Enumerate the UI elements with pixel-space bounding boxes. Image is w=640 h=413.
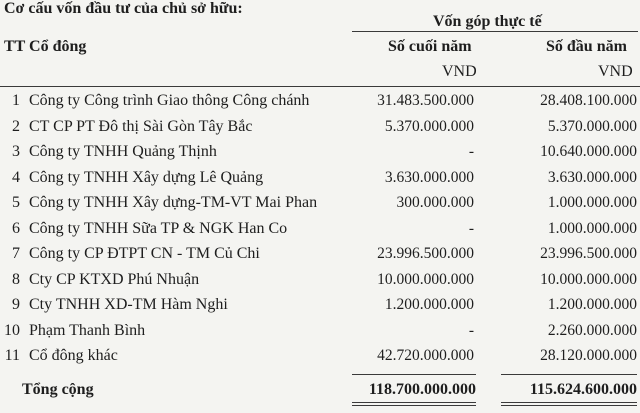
start-of-year-value: 10.000.000.000 [540, 271, 637, 288]
total-label: Tổng cộng [22, 381, 94, 398]
row-number: 11 [4, 347, 20, 364]
row-number: 7 [12, 245, 20, 262]
row-number: 5 [12, 194, 20, 211]
shareholder-name: Công ty TNHH Sữa TP & NGK Han Co [29, 220, 288, 237]
start-of-year-value: 5.370.000.000 [547, 118, 637, 135]
start-of-year-value: 28.408.100.000 [540, 92, 637, 109]
end-of-year-value: - [468, 220, 474, 237]
subtotal-rule-start [501, 374, 637, 375]
total-double-rule-start-2 [501, 405, 637, 406]
end-of-year-value: 23.996.500.000 [377, 245, 474, 262]
shareholder-name: Công ty TNHH Xây dựng-TM-VT Mai Phan [29, 194, 318, 211]
row-number: 9 [12, 296, 20, 313]
row-number: 4 [12, 169, 20, 186]
header-bottom-rule [0, 86, 640, 87]
column-header-end-of-year: Số cuối năm [388, 38, 472, 55]
end-of-year-value: 300.000.000 [396, 194, 474, 211]
end-of-year-value: 5.370.000.000 [384, 118, 474, 135]
section-title: Cơ cấu vốn đầu tư của chủ sở hữu: [4, 0, 243, 17]
start-of-year-value: 3.630.000.000 [547, 169, 637, 186]
shareholder-name: Công ty TNHH Quảng Thịnh [29, 143, 217, 160]
group-header-rule [352, 31, 638, 32]
row-number: 1 [12, 92, 20, 109]
start-of-year-value: 28.120.000.000 [540, 347, 637, 364]
row-number: 3 [12, 143, 20, 160]
unit-label-end: VND [442, 63, 477, 80]
total-double-rule-end-1 [352, 402, 476, 403]
start-of-year-value: 23.996.500.000 [540, 245, 637, 262]
end-of-year-value: 1.200.000.000 [384, 296, 474, 313]
total-double-rule-start-1 [501, 402, 637, 403]
row-number: 2 [12, 118, 20, 135]
column-header-tt-shareholder: TT Cổ đông [4, 38, 87, 55]
end-of-year-value: 3.630.000.000 [384, 169, 474, 186]
start-of-year-value: 10.640.000.000 [540, 143, 637, 160]
end-of-year-value: - [468, 322, 474, 339]
total-double-rule-end-2 [352, 405, 476, 406]
start-of-year-value: 1.200.000.000 [547, 296, 637, 313]
shareholder-name: CT CP PT Đô thị Sài Gòn Tây Bắc [29, 118, 253, 135]
end-of-year-value: - [468, 143, 474, 160]
unit-label-start: VND [598, 63, 633, 80]
row-number: 6 [12, 220, 20, 237]
shareholder-name: Phạm Thanh Bình [29, 322, 146, 339]
shareholder-name: Cổ đông khác [29, 347, 118, 364]
start-of-year-value: 2.260.000.000 [547, 322, 637, 339]
subtotal-rule-end [352, 374, 476, 375]
start-of-year-value: 1.000.000.000 [547, 194, 637, 211]
shareholder-name: Cty CP KTXD Phú Nhuận [29, 271, 200, 288]
shareholder-name: Công ty CP ĐTPT CN - TM Củ Chi [29, 245, 260, 262]
shareholder-name: Cty TNHH XD-TM Hàm Nghi [29, 296, 228, 313]
row-number: 10 [4, 322, 20, 339]
shareholder-name: Công ty Công trình Giao thông Công chánh [29, 92, 310, 109]
group-header-label: Vốn góp thực tế [433, 13, 542, 30]
end-of-year-value: 10.000.000.000 [377, 271, 474, 288]
start-of-year-value: 1.000.000.000 [547, 220, 637, 237]
total-end-value: 118.700.000.000 [368, 381, 476, 398]
column-header-start-of-year: Số đầu năm [546, 38, 627, 55]
total-start-value: 115.624.600.000 [529, 381, 637, 398]
end-of-year-value: 31.483.500.000 [377, 92, 474, 109]
row-number: 8 [12, 271, 20, 288]
shareholder-name: Công ty TNHH Xây dựng Lê Quảng [29, 169, 264, 186]
end-of-year-value: 42.720.000.000 [377, 347, 474, 364]
